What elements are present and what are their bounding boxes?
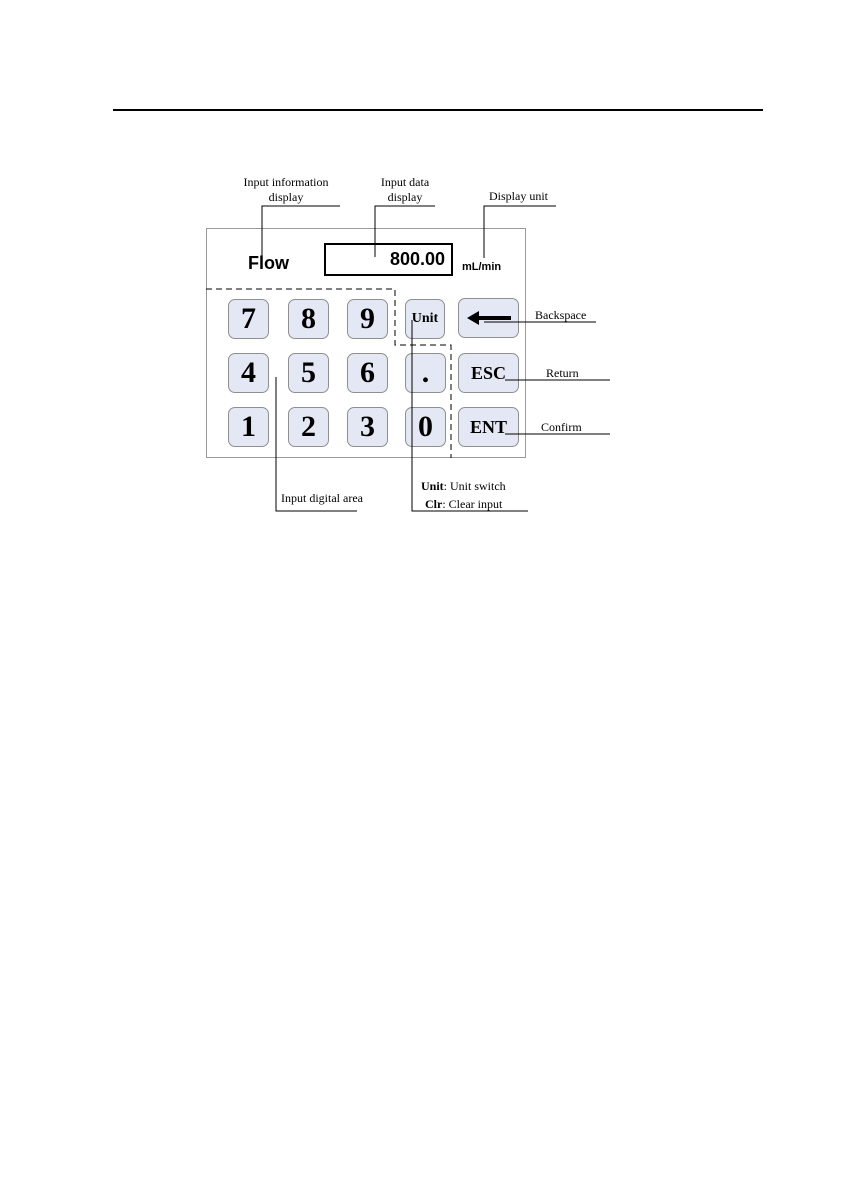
- clear-separator: :: [442, 497, 446, 511]
- dot-key[interactable]: .: [405, 353, 446, 393]
- key-2[interactable]: 2: [288, 407, 329, 447]
- callout-input-digital-area: Input digital area: [281, 491, 363, 505]
- callout-confirm: Confirm: [541, 420, 582, 434]
- callout-input-data-line1: Input data: [380, 175, 430, 189]
- callout-return: Return: [546, 366, 579, 380]
- key-7[interactable]: 7: [228, 299, 269, 339]
- unit-key[interactable]: Unit: [405, 299, 445, 339]
- key-1[interactable]: 1: [228, 407, 269, 447]
- digital-area-outline: [206, 289, 451, 458]
- unit-switch-desc: Unit switch: [450, 479, 506, 493]
- input-value-display[interactable]: 800.00: [324, 243, 453, 276]
- callout-input-information-line1: Input information: [243, 175, 329, 189]
- callout-backspace: Backspace: [535, 308, 587, 322]
- key-9[interactable]: 9: [347, 299, 388, 339]
- callout-clear-input: [425, 497, 502, 512]
- esc-key[interactable]: ESC: [458, 353, 519, 393]
- leader-input-information: [262, 206, 340, 257]
- key-5[interactable]: 5: [288, 353, 329, 393]
- callout-input-data-line2: display: [387, 190, 423, 204]
- unit-label: mL/min: [462, 261, 502, 273]
- unit-switch-separator: :: [443, 479, 448, 493]
- key-8[interactable]: 8: [288, 299, 329, 339]
- key-3[interactable]: 3: [347, 407, 388, 447]
- key-4[interactable]: 4: [228, 353, 269, 393]
- ent-key[interactable]: ENT: [458, 407, 519, 447]
- key-6[interactable]: 6: [347, 353, 388, 393]
- unit-switch-key-label: Unit: [421, 479, 444, 493]
- key-0[interactable]: 0: [405, 407, 446, 447]
- callout-display-unit: Display unit: [489, 189, 548, 203]
- callout-input-information-line2: display: [268, 190, 304, 204]
- leader-input-data: [375, 206, 435, 257]
- clear-key-label: Clr: [425, 497, 443, 511]
- leader-display-unit: [484, 206, 556, 258]
- clear-desc: Clear input: [448, 497, 503, 511]
- field-label: Flow: [248, 253, 289, 273]
- callout-unit-switch: [421, 479, 506, 494]
